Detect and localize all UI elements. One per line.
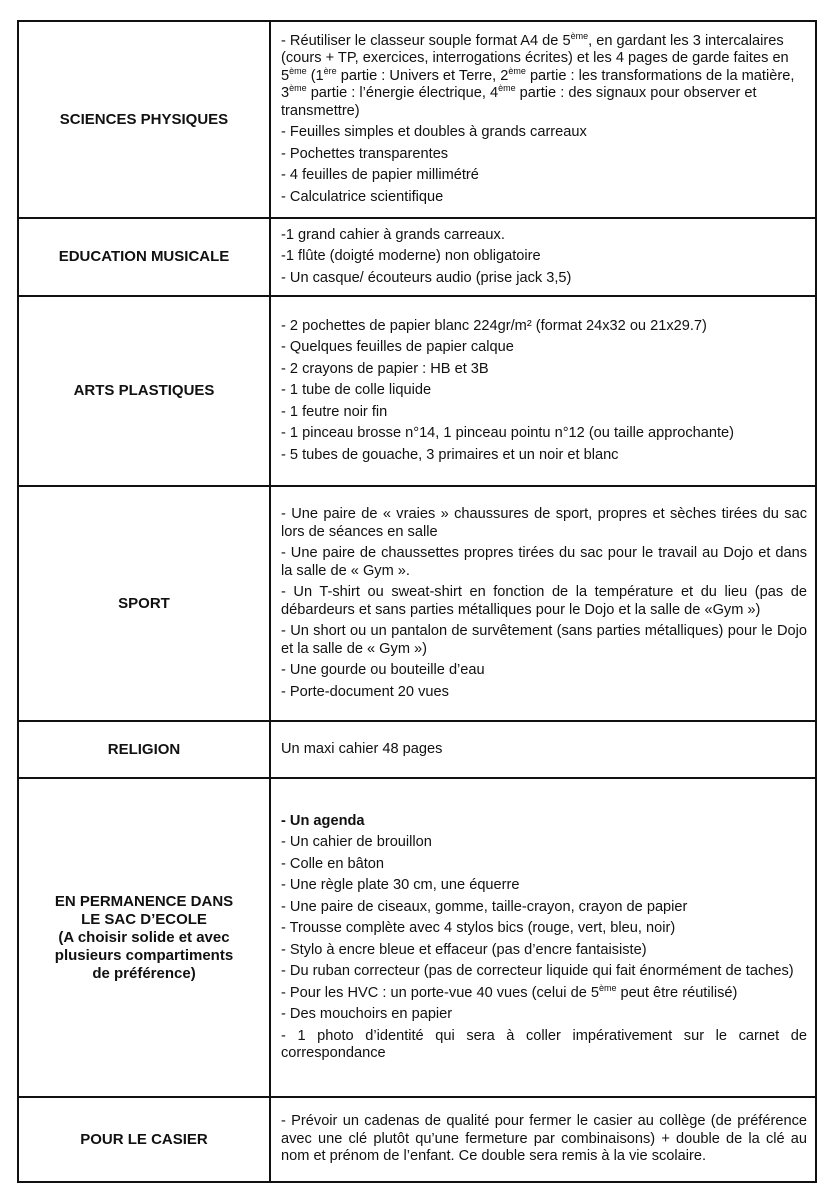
list-item <box>281 1113 807 1166</box>
subject-cell <box>18 721 270 778</box>
item-text: - Prévoir un cadenas de qualité pour fermer le casier au collège (de préférence avec une clé plutôt qu’une fermeture par combinaisons) + double de la clé au nom et prénom de l’enfant. Ce double sera remis à la vie scolaire. <box>281 1113 807 1165</box>
item-text: - 5 tubes de gouache, 3 primaires et un noir et blanc <box>281 446 619 463</box>
item-text: Un maxi cahier 48 pages <box>281 740 443 757</box>
subject-cell <box>18 218 270 296</box>
list-item <box>281 227 807 245</box>
item-text: - Calculatrice scientifique <box>281 188 444 205</box>
list-item <box>281 982 807 1003</box>
item-text: - Pochettes transparentes <box>281 145 449 162</box>
item-text: - 1 feutre noir fin <box>281 403 388 420</box>
items-cell <box>270 778 816 1097</box>
subject-cell <box>18 21 270 218</box>
subject-cell <box>18 296 270 486</box>
list-item <box>281 741 807 759</box>
subject-label: EDUCATION MUSICALE <box>58 248 230 265</box>
superscript-text: ème <box>289 83 307 94</box>
list-item <box>281 167 807 185</box>
item-text: - 4 feuilles de papier millimétré <box>281 167 479 184</box>
item-text: - Une paire de ciseaux, gomme, taille-crayon, crayon de papier <box>281 898 688 915</box>
list-item <box>281 834 807 852</box>
items-cell <box>270 1097 816 1182</box>
item-text: - Une paire de « vraies » chaussures de sport, propres et sèches tirées du sac lors de séances en salle <box>281 506 807 540</box>
table-row <box>18 218 816 296</box>
list-item <box>281 404 807 422</box>
item-text: - Porte-document 20 vues <box>281 683 449 700</box>
list-item <box>281 1028 807 1063</box>
items-cell <box>270 721 816 778</box>
superscript-text: ème <box>508 65 526 76</box>
item-text: , en gardant les 3 intercalaires (cours + TP, exercices, interrogations écrites) et les 4 pages de garde faites en 5 <box>281 32 789 84</box>
item-text: - Quelques feuilles de papier calque <box>281 339 514 356</box>
list-item <box>281 942 807 960</box>
item-text: - 1 tube de colle liquide <box>281 382 432 399</box>
item-text: - Un T-shirt ou sweat-shirt en fonction de la température et du lieu (pas de débardeurs et sans parties métalliques pour le Dojo et la salle de «Gym ») <box>281 584 807 618</box>
item-text: partie : l’énergie électrique, 4 <box>306 85 499 102</box>
subject-label: SPORT <box>118 594 170 612</box>
list-item <box>281 920 807 938</box>
item-text: - Des mouchoirs en papier <box>281 1006 453 1022</box>
item-text: - 1 pinceau brosse n°14, 1 pinceau pointu n°12 (ou taille approchante) <box>281 425 735 442</box>
list-item <box>281 856 807 874</box>
subject-label: ARTS PLASTIQUES <box>73 382 215 399</box>
item-text: - Un short ou un pantalon de survêtement (sans parties métalliques) pour le Dojo et la salle de « Gym ») <box>281 623 807 657</box>
list-item <box>281 248 807 266</box>
list-item <box>281 339 807 357</box>
supply-list-table <box>17 20 817 1183</box>
item-text: partie : les transformations de la matière, 3 <box>281 67 795 102</box>
list-item <box>281 146 807 164</box>
item-text: - 2 crayons de papier : HB et 3B <box>281 360 489 377</box>
subject-label: POUR LE CASIER <box>80 1130 208 1148</box>
superscript-text: ème <box>570 30 589 41</box>
items-cell <box>270 486 816 721</box>
list-item <box>281 30 807 121</box>
items-cell <box>270 296 816 486</box>
item-text: - Réutiliser le classeur souple format A4 de 5 <box>281 32 571 49</box>
list-item <box>281 662 807 680</box>
item-text: - Feuilles simples et doubles à grands carreaux <box>281 124 587 141</box>
item-text: peut être réutilisé) <box>616 984 738 1001</box>
list-item <box>281 813 807 831</box>
item-text: partie : des signaux pour observer et transmettre) <box>281 85 757 119</box>
subject-label: (A choisir solide et avec <box>58 928 230 946</box>
item-text: - Du ruban correcteur (pas de correcteur liquide qui fait énormément de taches) <box>281 963 794 979</box>
subject-label: EN PERMANENCE DANS <box>54 892 234 910</box>
item-text: - Trousse complète avec 4 stylos bics (rouge, vert, bleu, noir) <box>281 920 676 936</box>
subject-label: RELIGION <box>107 740 181 758</box>
table-row <box>18 721 816 778</box>
subject-label: SCIENCES PHYSIQUES <box>59 110 229 128</box>
list-item <box>281 425 807 443</box>
list-item <box>281 270 807 288</box>
table-row <box>18 21 816 218</box>
item-text: - Une paire de chaussettes propres tirées du sac pour le travail au Dojo et dans la salle de « Gym ». <box>281 545 807 579</box>
list-item <box>281 623 807 658</box>
superscript-text: ème <box>498 83 516 94</box>
table-row <box>18 296 816 486</box>
list-item <box>281 1006 807 1024</box>
item-text: - Pour les HVC : un porte-vue 40 vues (celui de 5 <box>281 984 599 1001</box>
subject-cell <box>18 778 270 1097</box>
superscript-text: ème <box>289 65 307 76</box>
list-item <box>281 877 807 895</box>
list-item <box>281 899 807 917</box>
list-item <box>281 124 807 142</box>
item-text: - Colle en bâton <box>281 855 385 872</box>
item-text: (1 <box>306 67 324 84</box>
item-text: - 1 photo d’identité qui sera à coller impérativement sur le carnet de correspondance <box>281 1027 807 1061</box>
item-text: - Un cahier de brouillon <box>281 834 432 850</box>
item-text: -1 flûte (doigté moderne) non obligatoire <box>281 248 541 265</box>
list-item <box>281 447 807 465</box>
superscript-text: ème <box>598 982 617 993</box>
table-body <box>18 21 816 1182</box>
item-text: - Une règle plate 30 cm, une équerre <box>281 877 520 893</box>
table-row <box>18 1097 816 1182</box>
list-item <box>281 318 807 336</box>
subject-label: LE SAC D’ECOLE <box>81 910 207 928</box>
subject-cell <box>18 1097 270 1182</box>
item-text: - Un agenda <box>281 812 365 829</box>
list-item <box>281 189 807 207</box>
item-text: partie : Univers et Terre, 2 <box>336 67 509 84</box>
list-item <box>281 361 807 379</box>
table-row <box>18 486 816 721</box>
list-item <box>281 584 807 619</box>
subject-label: plusieurs compartiments <box>54 946 234 964</box>
list-item <box>281 382 807 400</box>
subject-cell <box>18 486 270 721</box>
list-item <box>281 963 807 981</box>
items-cell <box>270 218 816 296</box>
item-text: - Un casque/ écouteurs audio (prise jack 3,5) <box>281 269 572 286</box>
item-text: - 2 pochettes de papier blanc 224gr/m² (format 24x32 ou 21x29.7) <box>281 317 707 334</box>
table-row <box>18 778 816 1097</box>
items-cell <box>270 21 816 218</box>
item-text: -1 grand cahier à grands carreaux. <box>281 226 505 243</box>
superscript-text: ère <box>323 65 337 76</box>
list-item <box>281 545 807 580</box>
item-text: - Stylo à encre bleue et effaceur (pas d’encre fantaisiste) <box>281 941 647 958</box>
list-item <box>281 684 807 702</box>
list-item <box>281 506 807 541</box>
item-text: - Une gourde ou bouteille d’eau <box>281 662 485 678</box>
subject-label: de préférence) <box>92 964 196 982</box>
